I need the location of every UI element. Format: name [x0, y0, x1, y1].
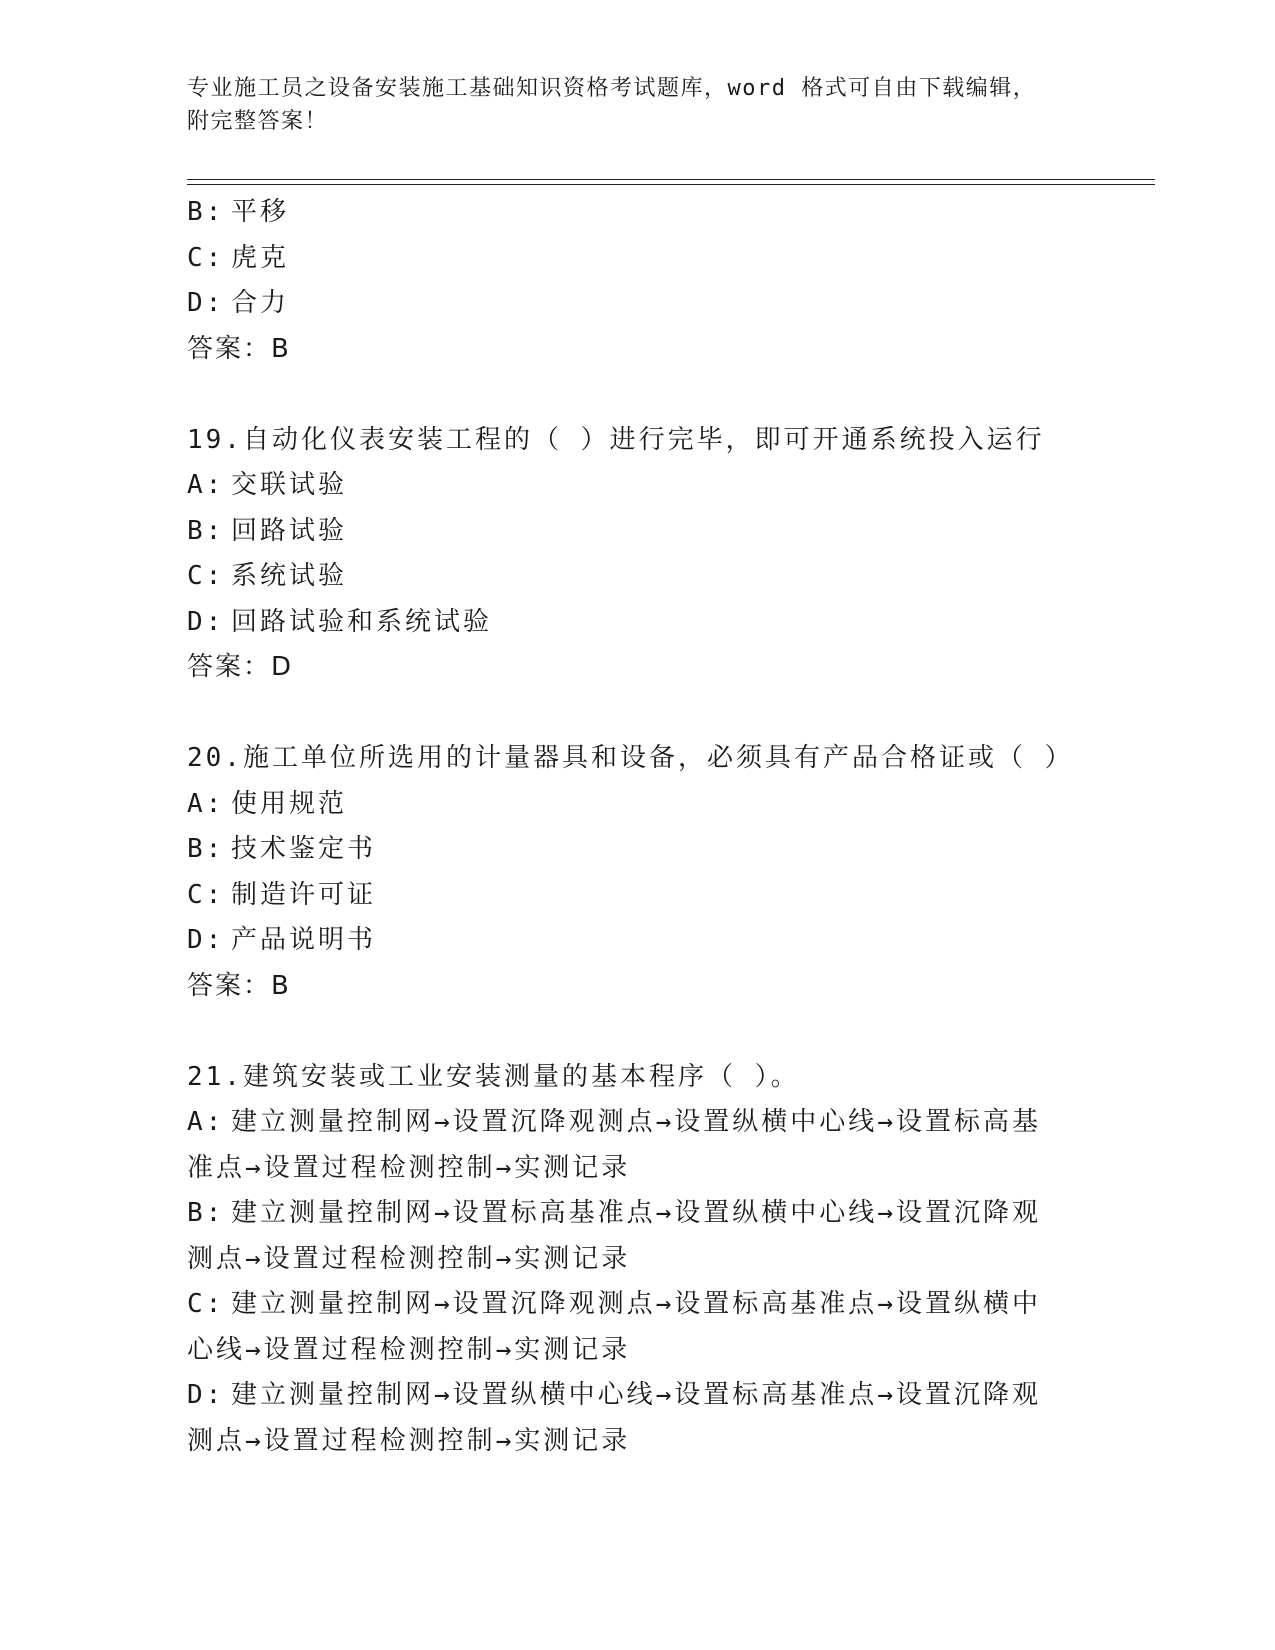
option-b: B: 建立测量控制网→设置标高基准点→设置纵横中心线→设置沉降观 测点→设置过程检测控制→实测记录 [187, 1198, 1041, 1274]
header-line-2: 附完整答案！ [187, 109, 329, 134]
option-d: D: 合力 [187, 288, 290, 318]
option-c: C: 系统试验 [187, 561, 348, 591]
document-header [187, 72, 1067, 138]
question-stem: 19.自动化仪表安装工程的（ ）进行完毕，即可开通系统投入运行 [187, 424, 1045, 455]
question-list [187, 190, 1087, 1464]
option-c: C: 建立测量控制网→设置沉降观测点→设置标高基准点→设置纵横中 心线→设置过程检测控制→实测记录 [187, 1289, 1041, 1365]
answer-line: 答案：D [187, 652, 294, 682]
question-19 [187, 418, 1087, 691]
question-stem: 21.建筑安装或工业安装测量的基本程序（ ）。 [187, 1061, 800, 1092]
option-d: D: 回路试验和系统试验 [187, 606, 493, 637]
answer-line: 答案：B [187, 970, 291, 1001]
option-a: A: 建立测量控制网→设置沉降观测点→设置纵横中心线→设置标高基 准点→设置过程检测控制→实测记录 [187, 1107, 1041, 1183]
question-21 [187, 1055, 1087, 1465]
option-c: C: 虎克 [187, 242, 290, 273]
option-c: C: 制造许可证 [187, 879, 377, 910]
question-18-continued [187, 190, 1087, 372]
header-divider-bottom [187, 184, 1155, 185]
header-divider-top [187, 179, 1155, 180]
option-d: D: 建立测量控制网→设置纵横中心线→设置标高基准点→设置沉降观 测点→设置过程检测控制→实测记录 [187, 1380, 1041, 1456]
option-b: B: 平移 [187, 197, 290, 227]
option-a: A: 使用规范 [187, 788, 348, 819]
header-line-1: 专业施工员之设备安装施工基础知识资格考试题库，word 格式可自由下载编辑， [187, 76, 1037, 101]
option-b: B: 技术鉴定书 [187, 834, 377, 864]
answer-line: 答案：B [187, 333, 291, 364]
option-d: D: 产品说明书 [187, 925, 377, 955]
option-b: B: 回路试验 [187, 515, 348, 546]
question-20 [187, 736, 1087, 1009]
question-stem: 20.施工单位所选用的计量器具和设备，必须具有产品合格证或（ ） [187, 743, 1074, 773]
option-a: A: 交联试验 [187, 470, 348, 500]
